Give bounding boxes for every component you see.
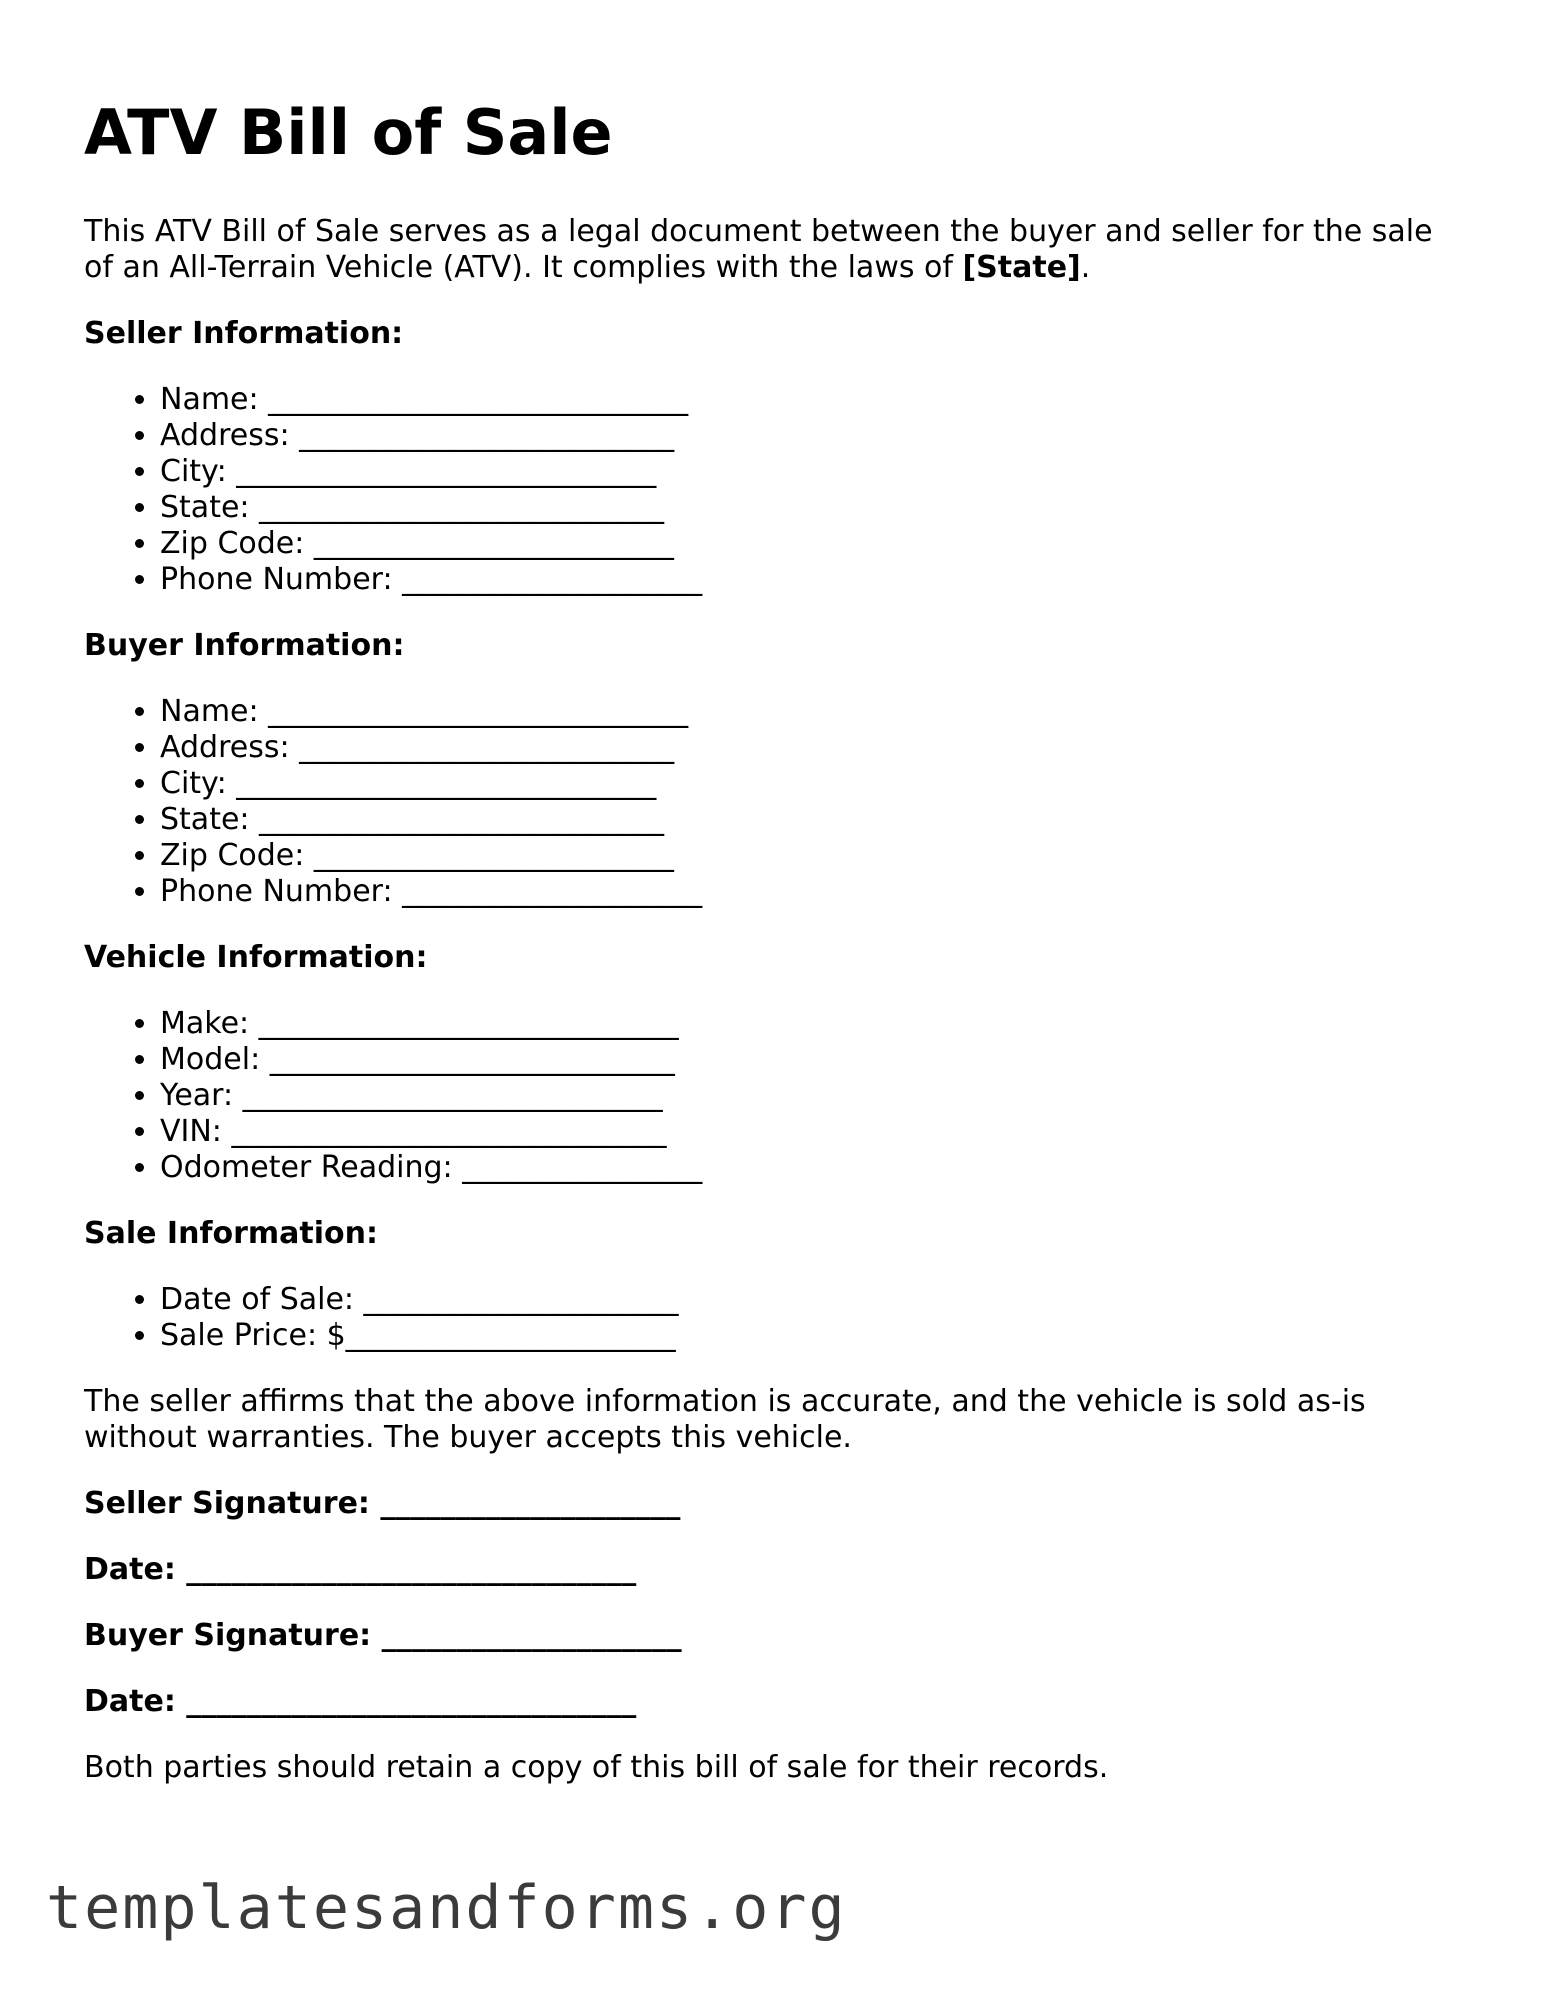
document-page: [84, 96, 1464, 1786]
buyer-date-line: Date: ______________________________: [84, 1684, 637, 1720]
seller-name-field: • Name: ____________________________: [160, 382, 1464, 418]
intro-end: .: [1080, 250, 1091, 286]
buyer-phone-field: • Phone Number: ____________________: [160, 874, 1464, 910]
vehicle-heading: Vehicle Information:: [84, 940, 428, 976]
sale-price-field: • Sale Price: $______________________: [160, 1318, 1464, 1354]
seller-address-field: • Address: _________________________: [160, 418, 1464, 454]
buyer-zip-field: • Zip Code: ________________________: [160, 838, 1464, 874]
buyer-address-field: • Address: _________________________: [160, 730, 1464, 766]
buyer-name-field: • Name: ____________________________: [160, 694, 1464, 730]
buyer-state-field: • State: ___________________________: [160, 802, 1464, 838]
vehicle-odometer-field: • Odometer Reading: ________________: [160, 1150, 1464, 1186]
watermark: templatesandforms.org: [46, 1873, 847, 1943]
buyer-city-field: • City: ____________________________: [160, 766, 1464, 802]
buyer-signature-line: Buyer Signature: ____________________: [84, 1618, 682, 1654]
buyer-list: [84, 694, 1464, 910]
seller-state-field: • State: ___________________________: [160, 490, 1464, 526]
seller-heading: Seller Information:: [84, 316, 404, 352]
intro-state: [State]: [962, 250, 1081, 286]
seller-phone-field: • Phone Number: ____________________: [160, 562, 1464, 598]
intro-text: This ATV Bill of Sale serves as a legal document between the buyer and seller for the sale of an All-Terrain Vehicle (ATV). It complies with the laws of: [84, 214, 1433, 286]
seller-list: [84, 382, 1464, 598]
seller-zip-field: • Zip Code: ________________________: [160, 526, 1464, 562]
buyer-heading: Buyer Information:: [84, 628, 405, 664]
document-title: ATV Bill of Sale: [84, 96, 613, 169]
vehicle-vin-field: • VIN: _____________________________: [160, 1114, 1464, 1150]
sale-date-field: • Date of Sale: _____________________: [160, 1282, 1464, 1318]
vehicle-year-field: • Year: ____________________________: [160, 1078, 1464, 1114]
sale-list: [84, 1282, 1464, 1354]
vehicle-list: [84, 1006, 1464, 1186]
closing-paragraph: Both parties should retain a copy of this bill of sale for their records.: [84, 1750, 1109, 1786]
affirmation-paragraph: The seller affirms that the above information is accurate, and the vehicle is sold as-is without warranties. The buyer accepts this vehicle.: [84, 1384, 1366, 1456]
vehicle-make-field: • Make: ____________________________: [160, 1006, 1464, 1042]
intro-paragraph: [84, 214, 1464, 286]
vehicle-model-field: • Model: ___________________________: [160, 1042, 1464, 1078]
seller-city-field: • City: ____________________________: [160, 454, 1464, 490]
seller-date-line: Date: ______________________________: [84, 1552, 637, 1588]
sale-heading: Sale Information:: [84, 1216, 378, 1252]
seller-signature-line: Seller Signature: ____________________: [84, 1486, 681, 1522]
